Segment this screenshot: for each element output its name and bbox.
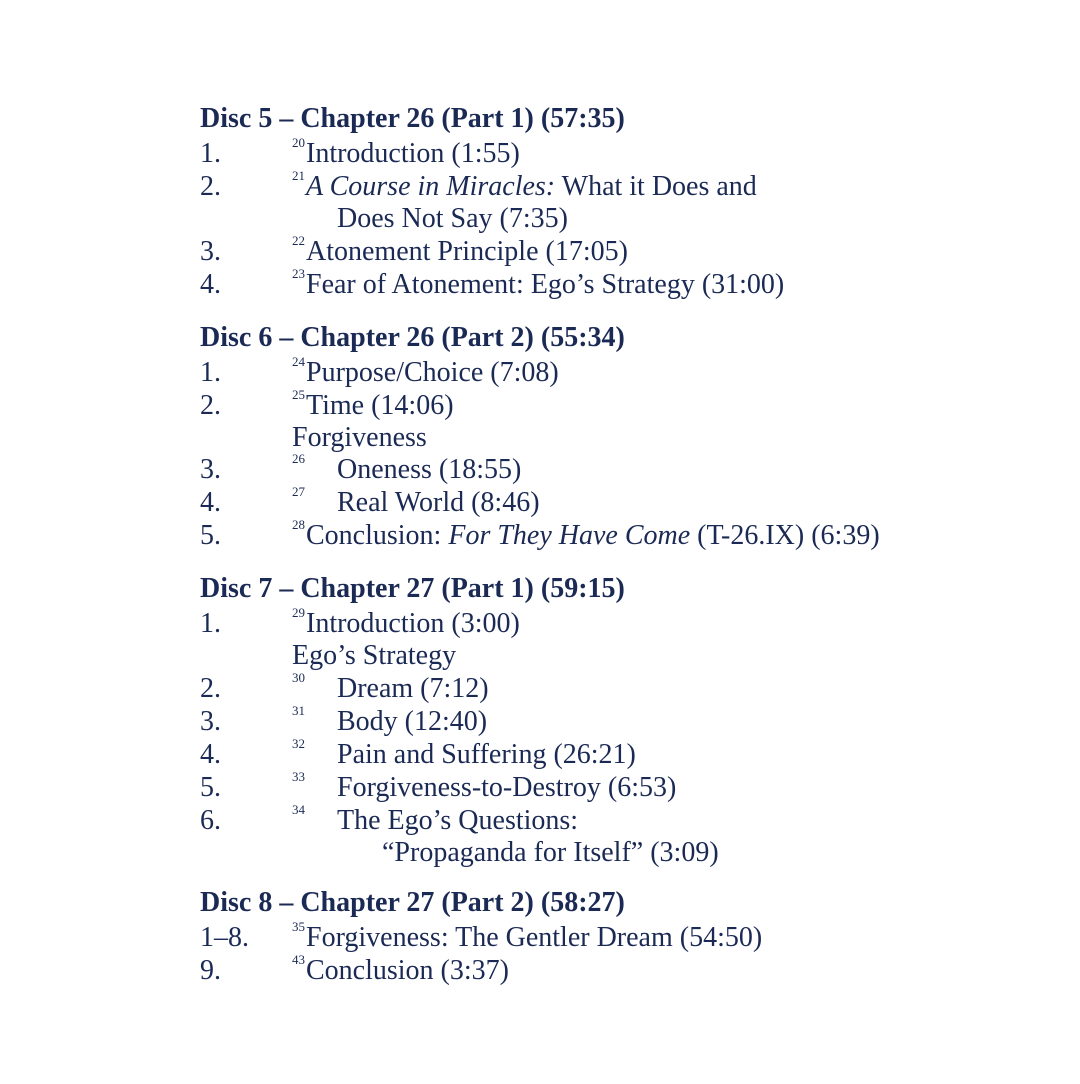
footnote-marker: 22 [292, 233, 305, 248]
track-title: Body (12:40) [337, 706, 488, 737]
track-item [200, 670, 1060, 708]
footnote-marker: 23 [292, 266, 305, 281]
track-item [200, 484, 1060, 522]
track-title: Oneness (18:55) [337, 454, 522, 485]
track-item [200, 919, 1060, 957]
track-number: 3. [200, 236, 221, 267]
track-title-continuation: Does Not Say (7:35) [337, 203, 568, 234]
track-title-rest: What it Does and [555, 171, 757, 202]
track-item-continuation [200, 205, 1060, 238]
track-title [306, 173, 757, 201]
track-item [200, 387, 1060, 425]
track-number: 4. [200, 487, 221, 518]
track-item [200, 266, 1060, 304]
track-number: 3. [200, 706, 221, 737]
track-item-continuation [200, 839, 1060, 872]
track-title: Conclusion (3:37) [306, 955, 509, 986]
track-number: 1–8. [200, 922, 249, 953]
footnote-marker: 24 [292, 354, 305, 369]
track-item [200, 703, 1060, 741]
footnote-marker: 33 [292, 769, 305, 784]
track-number: 5. [200, 772, 221, 803]
disc-heading: Disc 6 – Chapter 26 (Part 2) (55:34) [200, 322, 625, 353]
track-title [306, 522, 880, 550]
track-title-continuation: “Propaganda for Itself” (3:09) [382, 837, 719, 868]
disc-heading: Disc 5 – Chapter 26 (Part 1) (57:35) [200, 103, 625, 134]
track-number: 4. [200, 739, 221, 770]
footnote-marker: 32 [292, 736, 305, 751]
track-item [200, 451, 1060, 489]
track-number: 3. [200, 454, 221, 485]
track-title: Time (14:06) [306, 390, 454, 421]
track-number: 1. [200, 357, 221, 388]
footnote-marker: 21 [292, 168, 305, 183]
track-item [200, 769, 1060, 807]
track-title: Atonement Principle (17:05) [306, 236, 628, 267]
track-title: Dream (7:12) [337, 673, 489, 704]
book-title-italic: A Course in Miracles: [306, 171, 556, 202]
track-title: Pain and Suffering (26:21) [337, 739, 636, 770]
footnote-marker: 26 [292, 451, 305, 466]
group-label-row [200, 424, 1060, 457]
track-number: 2. [200, 673, 221, 704]
track-number: 1. [200, 608, 221, 639]
track-item [200, 802, 1060, 840]
track-item [200, 952, 1060, 990]
disc-heading: Disc 8 – Chapter 27 (Part 2) (58:27) [200, 887, 625, 918]
disc-heading: Disc 7 – Chapter 27 (Part 1) (59:15) [200, 573, 625, 604]
track-title: Real World (8:46) [337, 487, 540, 518]
footnote-marker: 31 [292, 703, 305, 718]
track-title: Forgiveness: The Gentler Dream (54:50) [306, 922, 763, 953]
track-title-pre: Conclusion: [306, 520, 449, 551]
footnote-marker: 35 [292, 919, 305, 934]
track-number: 2. [200, 171, 221, 202]
footnote-marker: 27 [292, 484, 305, 499]
track-title: Introduction (1:55) [306, 138, 520, 169]
footnote-marker: 28 [292, 517, 305, 532]
track-title: The Ego’s Questions: [337, 805, 579, 836]
track-title: Introduction (3:00) [306, 608, 520, 639]
footnote-marker: 43 [292, 952, 305, 967]
track-number: 1. [200, 138, 221, 169]
footnote-marker: 29 [292, 605, 305, 620]
footnote-marker: 20 [292, 135, 305, 150]
track-title: Forgiveness-to-Destroy (6:53) [337, 772, 677, 803]
group-label: Ego’s Strategy [292, 640, 457, 671]
track-title-rest: (T-26.IX) (6:39) [690, 520, 880, 551]
track-item [200, 736, 1060, 774]
footnote-marker: 25 [292, 387, 305, 402]
track-item [200, 233, 1060, 271]
track-title: Purpose/Choice (7:08) [306, 357, 559, 388]
track-number: 5. [200, 520, 221, 551]
track-title: Fear of Atonement: Ego’s Strategy (31:00) [306, 269, 785, 300]
track-item [200, 168, 1060, 206]
track-number: 6. [200, 805, 221, 836]
track-number: 2. [200, 390, 221, 421]
track-item [200, 517, 1060, 555]
track-title-italic: For They Have Come [448, 520, 691, 551]
track-item [200, 605, 1060, 643]
track-item [200, 354, 1060, 392]
track-number: 4. [200, 269, 221, 300]
footnote-marker: 34 [292, 802, 305, 817]
track-number: 9. [200, 955, 221, 986]
group-label: Forgiveness [292, 422, 427, 453]
footnote-marker: 30 [292, 670, 305, 685]
group-label-row [200, 642, 1060, 675]
track-item [200, 135, 1060, 173]
